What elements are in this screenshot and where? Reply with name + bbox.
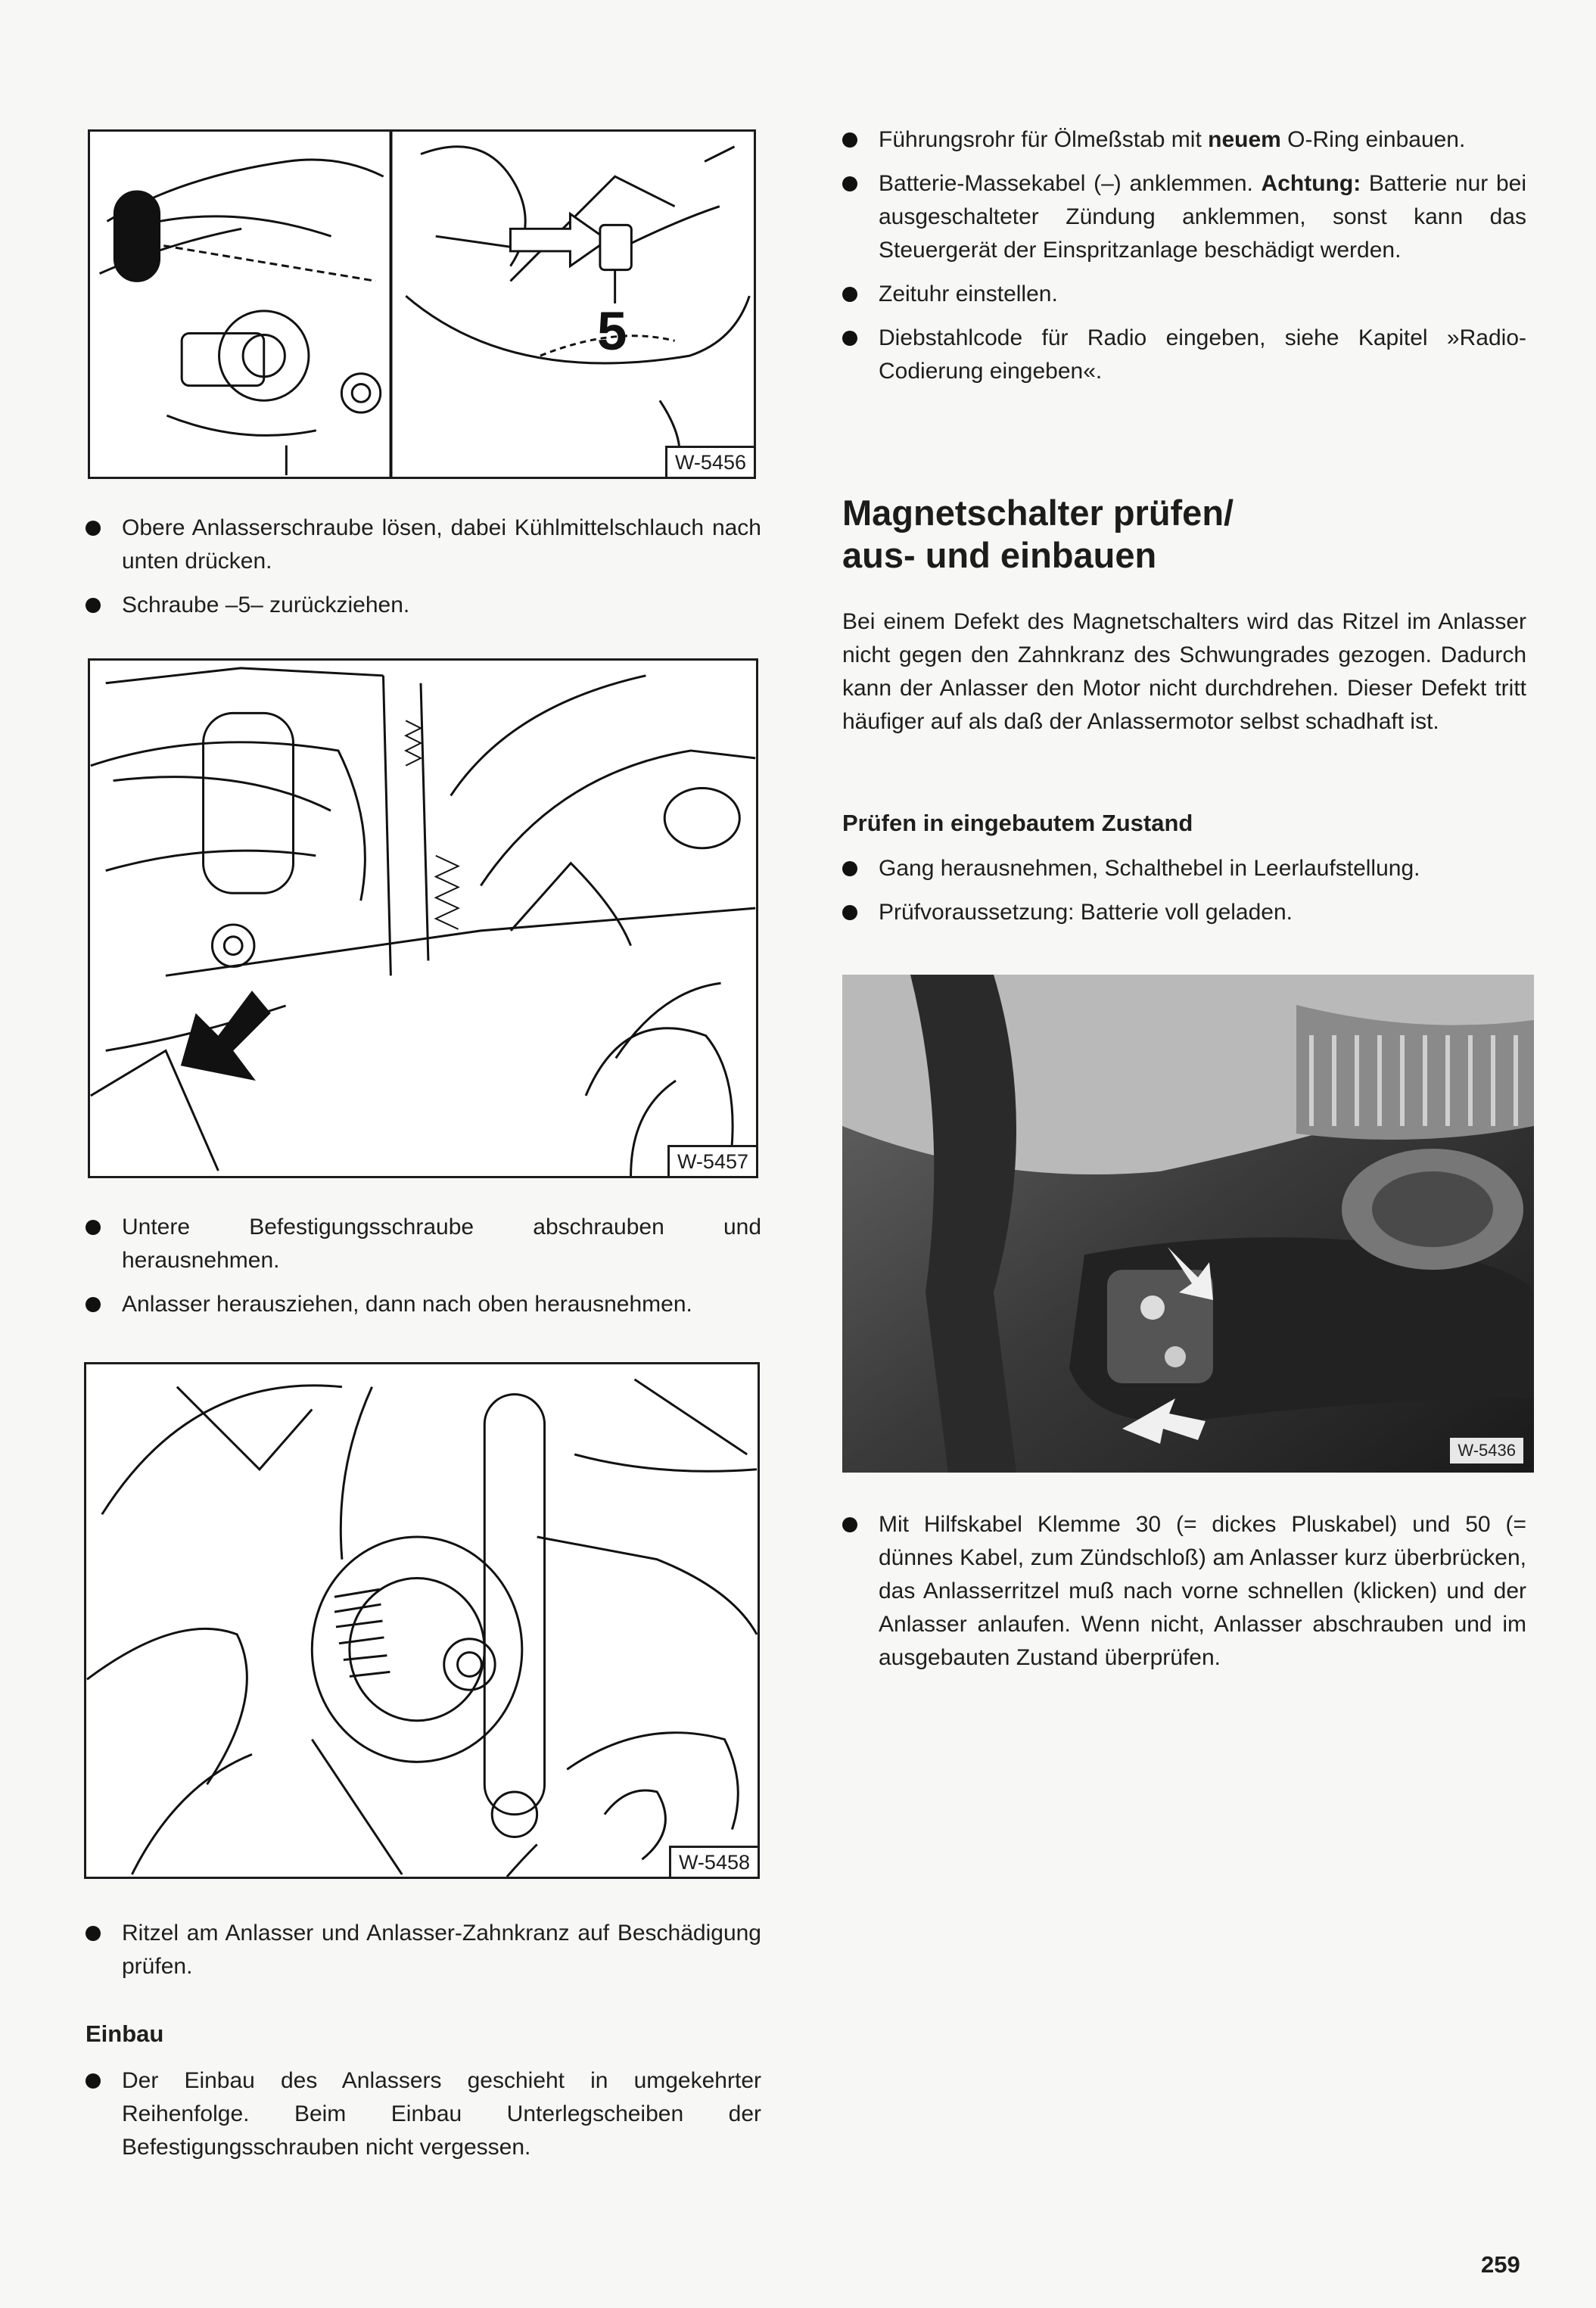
figure-w5458	[84, 1362, 760, 1879]
bullet-icon	[86, 521, 101, 536]
figure-w5457	[88, 658, 758, 1178]
photo-label: W-5436	[1450, 1438, 1523, 1463]
bullet-icon	[842, 287, 857, 302]
list-item: Prüfvoraussetzung: Batterie voll geladen.	[842, 896, 1526, 929]
bullet-icon	[842, 905, 857, 920]
list-item: Ritzel am Anlasser und Anlasser-Zahnkranz auf Beschädigung prüfen.	[86, 1917, 761, 1983]
bullet-list-right-bottom	[842, 1508, 1526, 1685]
bullet-icon	[842, 176, 857, 191]
callout-5: 5	[596, 302, 627, 362]
bullet-list-right-top	[842, 123, 1526, 399]
einbau-heading: Einbau	[86, 2020, 164, 2047]
starter-photo	[842, 975, 1534, 1473]
page-number: 259	[1481, 2251, 1520, 2278]
engine-illustration-top	[90, 132, 754, 477]
list-item: Batterie-Massekabel (–) anklemmen. Achtung: Batterie nur bei ausgeschalteter Zündung anklemmen, sonst kann das Steuergerät der Einspritzanlage beschädigt werden.	[842, 167, 1526, 267]
figure-label: W-5456	[665, 446, 754, 477]
bullet-list-right-mid	[842, 852, 1526, 940]
list-item: Anlasser herausziehen, dann nach oben herausnehmen.	[86, 1288, 761, 1321]
bullet-icon	[842, 331, 857, 346]
photo-w5436	[842, 975, 1534, 1473]
figure-w5456	[88, 129, 756, 479]
section-title: Magnetschalter prüfen/ aus- und einbauen	[842, 493, 1234, 575]
figure-label: W-5457	[667, 1145, 756, 1176]
list-item: Der Einbau des Anlassers geschieht in umgekehrter Reihenfolge. Beim Einbau Unterlegscheiben der Befestigungsschrauben nicht vergessen.	[86, 2064, 761, 2164]
bullet-icon	[842, 861, 857, 876]
bullet-icon	[86, 1220, 101, 1235]
list-item: Schraube –5– zurückziehen.	[86, 589, 761, 622]
list-item: Gang herausnehmen, Schalthebel in Leerlaufstellung.	[842, 852, 1526, 885]
list-item: Mit Hilfskabel Klemme 30 (= dickes Pluskabel) und 50 (= dünnes Kabel, zum Zündschloß) am Anlasser kurz überbrücken, das Anlasserritzel muß nach vorne schnellen (klicken) und der Anlasser anlaufen. Wenn nicht, Anlasser abschrauben und im ausgebauten Zustand überprüfen.	[842, 1508, 1526, 1675]
check-subheading: Prüfen in eingebautem Zustand	[842, 810, 1193, 836]
bullet-icon	[86, 2073, 101, 2089]
list-item: Obere Anlasserschraube lösen, dabei Kühlmittelschlauch nach unten drücken.	[86, 512, 761, 578]
figure-label: W-5458	[669, 1846, 758, 1877]
engine-illustration-bottom	[86, 1364, 758, 1877]
bullet-list-2	[86, 1211, 761, 1332]
bullet-icon	[86, 1297, 101, 1312]
bullet-icon	[86, 1926, 101, 1941]
list-item: Führungsrohr für Ölmeßstab mit neuem O-Ring einbauen.	[842, 123, 1526, 157]
list-item: Diebstahlcode für Radio eingeben, siehe Kapitel »Radio-Codierung eingeben«.	[842, 322, 1526, 388]
bullet-icon	[842, 132, 857, 148]
bullet-list-4	[86, 2064, 761, 2175]
list-item: Zeituhr einstellen.	[842, 278, 1526, 311]
bullet-list-3	[86, 1917, 761, 1994]
bullet-list-1	[86, 512, 761, 633]
bullet-icon	[842, 1517, 857, 1532]
intro-paragraph: Bei einem Defekt des Magnetschalters wird das Ritzel im Anlasser nicht gegen den Zahnkranz des Schwungrades gezogen. Dadurch kann der Anlasser den Motor nicht durchdrehen. Dieser Defekt tritt häufiger auf als daß der Anlassermotor selbst schadhaft ist.	[842, 609, 1526, 734]
bullet-icon	[86, 598, 101, 613]
engine-illustration-middle	[90, 661, 756, 1176]
list-item: Untere Befestigungsschraube abschrauben und herausnehmen.	[86, 1211, 761, 1277]
